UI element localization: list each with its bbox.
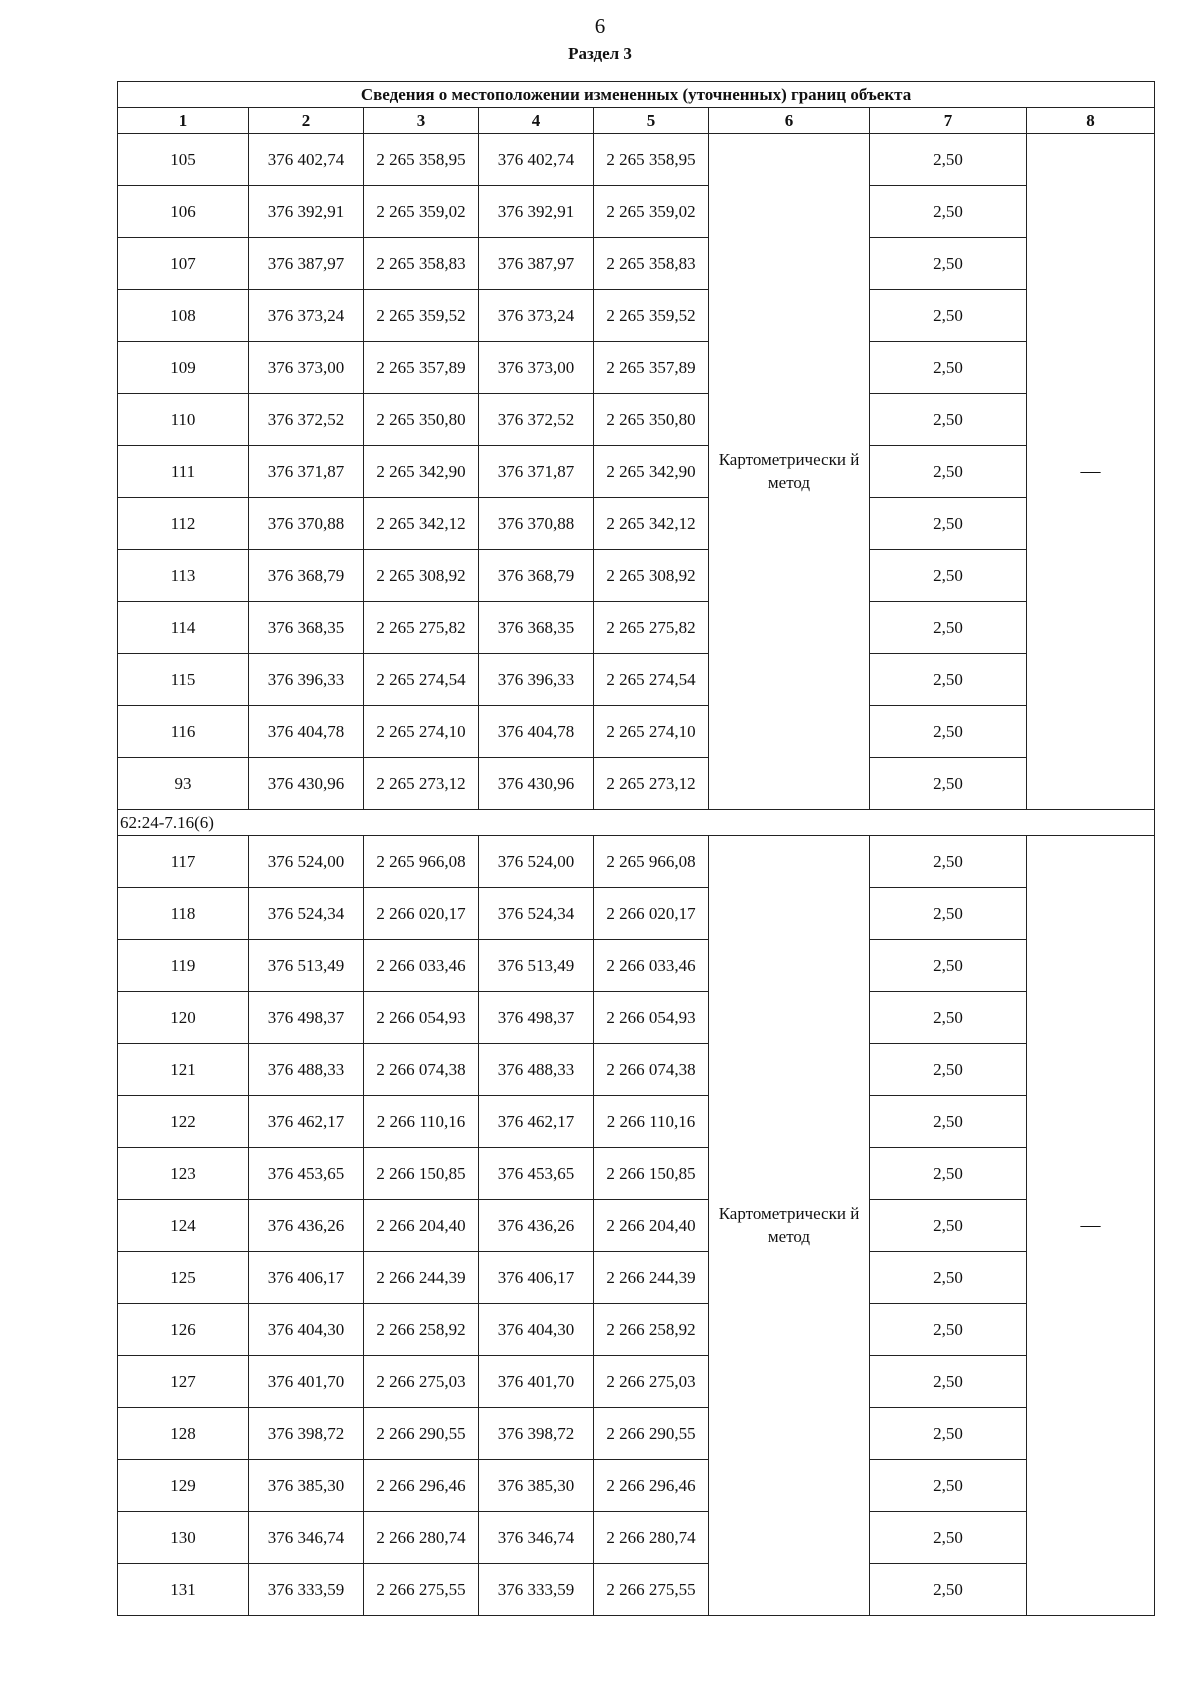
coordinate-x-cell: 376 488,33 <box>479 1044 594 1096</box>
table-row <box>118 394 1155 446</box>
coordinate-y-cell: 2 266 275,55 <box>364 1564 479 1616</box>
accuracy-cell: 2,50 <box>870 1044 1027 1096</box>
coordinate-y-cell: 2 265 358,83 <box>364 238 479 290</box>
column-number-row <box>118 108 1155 134</box>
point-number-cell: 111 <box>118 446 249 498</box>
coordinate-y-cell: 2 266 110,16 <box>594 1096 709 1148</box>
point-number-cell: 126 <box>118 1304 249 1356</box>
coordinate-y-cell: 2 265 350,80 <box>594 394 709 446</box>
coordinate-y-cell: 2 265 274,10 <box>364 706 479 758</box>
coordinate-y-cell: 2 266 296,46 <box>594 1460 709 1512</box>
coordinate-x-cell: 376 513,49 <box>479 940 594 992</box>
accuracy-cell: 2,50 <box>870 602 1027 654</box>
coordinate-x-cell: 376 524,00 <box>249 836 364 888</box>
coordinate-y-cell: 2 265 308,92 <box>594 550 709 602</box>
column-number: 2 <box>249 108 364 134</box>
accuracy-cell: 2,50 <box>870 1356 1027 1408</box>
point-number-cell: 127 <box>118 1356 249 1408</box>
coordinate-x-cell: 376 346,74 <box>479 1512 594 1564</box>
table-row <box>118 1304 1155 1356</box>
table-row <box>118 1356 1155 1408</box>
point-number-cell: 110 <box>118 394 249 446</box>
coordinate-x-cell: 376 368,79 <box>479 550 594 602</box>
coordinate-x-cell: 376 436,26 <box>479 1200 594 1252</box>
column-number: 5 <box>594 108 709 134</box>
coordinate-x-cell: 376 436,26 <box>249 1200 364 1252</box>
accuracy-cell: 2,50 <box>870 1512 1027 1564</box>
coordinate-y-cell: 2 265 966,08 <box>364 836 479 888</box>
point-number-cell: 114 <box>118 602 249 654</box>
coordinate-y-cell: 2 266 074,38 <box>364 1044 479 1096</box>
coordinate-y-cell: 2 265 359,02 <box>364 186 479 238</box>
accuracy-cell: 2,50 <box>870 1460 1027 1512</box>
column-number: 7 <box>870 108 1027 134</box>
point-number-cell: 123 <box>118 1148 249 1200</box>
accuracy-cell: 2,50 <box>870 1252 1027 1304</box>
coordinate-x-cell: 376 368,79 <box>249 550 364 602</box>
coordinate-x-cell: 376 398,72 <box>249 1408 364 1460</box>
table-row <box>118 342 1155 394</box>
coordinate-x-cell: 376 396,33 <box>249 654 364 706</box>
table-row <box>118 1200 1155 1252</box>
coordinate-y-cell: 2 266 054,93 <box>364 992 479 1044</box>
point-number-cell: 107 <box>118 238 249 290</box>
group-label: 62:24-7.16(6) <box>118 810 1155 836</box>
column-number: 4 <box>479 108 594 134</box>
coordinate-y-cell: 2 266 033,46 <box>594 940 709 992</box>
point-number-cell: 109 <box>118 342 249 394</box>
table-row <box>118 1564 1155 1616</box>
coordinate-y-cell: 2 265 359,02 <box>594 186 709 238</box>
table-row <box>118 1044 1155 1096</box>
coordinate-x-cell: 376 498,37 <box>479 992 594 1044</box>
column-number: 6 <box>709 108 870 134</box>
point-number-cell: 105 <box>118 134 249 186</box>
coordinate-y-cell: 2 266 033,46 <box>364 940 479 992</box>
accuracy-cell: 2,50 <box>870 1564 1027 1616</box>
coordinate-x-cell: 376 372,52 <box>479 394 594 446</box>
coordinate-x-cell: 376 513,49 <box>249 940 364 992</box>
table-row <box>118 550 1155 602</box>
point-number-cell: 118 <box>118 888 249 940</box>
accuracy-cell: 2,50 <box>870 992 1027 1044</box>
coordinate-x-cell: 376 488,33 <box>249 1044 364 1096</box>
accuracy-cell: 2,50 <box>870 1200 1027 1252</box>
column-number: 8 <box>1027 108 1155 134</box>
coordinate-x-cell: 376 373,00 <box>249 342 364 394</box>
coordinate-y-cell: 2 265 359,52 <box>594 290 709 342</box>
coordinate-y-cell: 2 265 274,10 <box>594 706 709 758</box>
table-row <box>118 186 1155 238</box>
table-row <box>118 654 1155 706</box>
coordinate-y-cell: 2 265 359,52 <box>364 290 479 342</box>
accuracy-cell: 2,50 <box>870 888 1027 940</box>
coordinate-x-cell: 376 404,30 <box>249 1304 364 1356</box>
accuracy-cell: 2,50 <box>870 1304 1027 1356</box>
coordinate-y-cell: 2 266 150,85 <box>594 1148 709 1200</box>
table-row <box>118 1460 1155 1512</box>
point-number-cell: 106 <box>118 186 249 238</box>
accuracy-cell: 2,50 <box>870 758 1027 810</box>
table-row <box>118 888 1155 940</box>
coordinate-x-cell: 376 524,00 <box>479 836 594 888</box>
table-row <box>118 238 1155 290</box>
point-number-cell: 93 <box>118 758 249 810</box>
coordinate-y-cell: 2 265 342,12 <box>364 498 479 550</box>
coordinate-x-cell: 376 404,78 <box>249 706 364 758</box>
point-number-cell: 115 <box>118 654 249 706</box>
coordinate-x-cell: 376 385,30 <box>249 1460 364 1512</box>
coordinate-y-cell: 2 265 274,54 <box>364 654 479 706</box>
point-number-cell: 117 <box>118 836 249 888</box>
point-number-cell: 125 <box>118 1252 249 1304</box>
coordinate-x-cell: 376 373,24 <box>249 290 364 342</box>
coordinate-y-cell: 2 266 204,40 <box>594 1200 709 1252</box>
coordinate-y-cell: 2 266 020,17 <box>364 888 479 940</box>
coordinate-y-cell: 2 265 274,54 <box>594 654 709 706</box>
point-number-cell: 122 <box>118 1096 249 1148</box>
accuracy-cell: 2,50 <box>870 706 1027 758</box>
accuracy-cell: 2,50 <box>870 550 1027 602</box>
coordinate-x-cell: 376 453,65 <box>249 1148 364 1200</box>
page-number: 6 <box>594 14 606 38</box>
coordinate-x-cell: 376 524,34 <box>249 888 364 940</box>
coordinate-y-cell: 2 265 358,95 <box>594 134 709 186</box>
coordinate-x-cell: 376 462,17 <box>249 1096 364 1148</box>
coordinate-y-cell: 2 265 350,80 <box>364 394 479 446</box>
point-number-cell: 108 <box>118 290 249 342</box>
coordinate-y-cell: 2 265 342,12 <box>594 498 709 550</box>
accuracy-cell: 2,50 <box>870 290 1027 342</box>
coordinate-x-cell: 376 401,70 <box>479 1356 594 1408</box>
table-row <box>118 290 1155 342</box>
column-number: 3 <box>364 108 479 134</box>
coordinate-y-cell: 2 266 275,55 <box>594 1564 709 1616</box>
coordinate-y-cell: 2 266 150,85 <box>364 1148 479 1200</box>
table-row <box>118 706 1155 758</box>
coordinate-x-cell: 376 398,72 <box>479 1408 594 1460</box>
table-row <box>118 1148 1155 1200</box>
coordinates-table <box>117 81 1155 1616</box>
table-row <box>118 992 1155 1044</box>
coordinate-x-cell: 376 404,30 <box>479 1304 594 1356</box>
coordinate-x-cell: 376 368,35 <box>479 602 594 654</box>
coordinate-y-cell: 2 266 020,17 <box>594 888 709 940</box>
coordinate-x-cell: 376 524,34 <box>479 888 594 940</box>
coordinate-y-cell: 2 266 290,55 <box>364 1408 479 1460</box>
table-row <box>118 446 1155 498</box>
coordinate-x-cell: 376 387,97 <box>249 238 364 290</box>
accuracy-cell: 2,50 <box>870 134 1027 186</box>
coordinate-y-cell: 2 266 074,38 <box>594 1044 709 1096</box>
table-row <box>118 940 1155 992</box>
table-row <box>118 134 1155 186</box>
accuracy-cell: 2,50 <box>870 238 1027 290</box>
accuracy-cell: 2,50 <box>870 940 1027 992</box>
coordinate-x-cell: 376 406,17 <box>479 1252 594 1304</box>
coordinate-x-cell: 376 498,37 <box>249 992 364 1044</box>
table-row <box>118 758 1155 810</box>
coordinate-y-cell: 2 265 275,82 <box>594 602 709 654</box>
accuracy-cell: 2,50 <box>870 654 1027 706</box>
coordinate-x-cell: 376 371,87 <box>479 446 594 498</box>
coordinate-x-cell: 376 370,88 <box>249 498 364 550</box>
coordinate-x-cell: 376 372,52 <box>249 394 364 446</box>
coordinate-y-cell: 2 266 204,40 <box>364 1200 479 1252</box>
coordinate-x-cell: 376 370,88 <box>479 498 594 550</box>
point-number-cell: 120 <box>118 992 249 1044</box>
coordinate-y-cell: 2 265 966,08 <box>594 836 709 888</box>
coordinate-x-cell: 376 396,33 <box>479 654 594 706</box>
coordinate-x-cell: 376 373,24 <box>479 290 594 342</box>
point-number-cell: 124 <box>118 1200 249 1252</box>
coordinate-y-cell: 2 265 275,82 <box>364 602 479 654</box>
coordinate-y-cell: 2 265 358,83 <box>594 238 709 290</box>
coordinate-x-cell: 376 371,87 <box>249 446 364 498</box>
coordinate-x-cell: 376 392,91 <box>249 186 364 238</box>
coordinate-y-cell: 2 266 275,03 <box>364 1356 479 1408</box>
coordinate-x-cell: 376 392,91 <box>479 186 594 238</box>
accuracy-cell: 2,50 <box>870 498 1027 550</box>
coordinate-x-cell: 376 387,97 <box>479 238 594 290</box>
method-cell: Картометрически й метод <box>709 836 870 1616</box>
point-number-cell: 129 <box>118 1460 249 1512</box>
point-number-cell: 128 <box>118 1408 249 1460</box>
point-number-cell: 119 <box>118 940 249 992</box>
coordinate-x-cell: 376 402,74 <box>479 134 594 186</box>
group-label-row <box>118 810 1155 836</box>
accuracy-cell: 2,50 <box>870 186 1027 238</box>
coordinate-y-cell: 2 265 357,89 <box>364 342 479 394</box>
point-number-cell: 113 <box>118 550 249 602</box>
coordinate-y-cell: 2 266 275,03 <box>594 1356 709 1408</box>
coordinate-x-cell: 376 333,59 <box>479 1564 594 1616</box>
coordinate-x-cell: 376 385,30 <box>479 1460 594 1512</box>
section-title: Раздел 3 <box>568 44 632 63</box>
coordinate-x-cell: 376 402,74 <box>249 134 364 186</box>
table-row <box>118 1408 1155 1460</box>
coordinate-x-cell: 376 406,17 <box>249 1252 364 1304</box>
accuracy-cell: 2,50 <box>870 836 1027 888</box>
coordinate-y-cell: 2 265 273,12 <box>364 758 479 810</box>
coordinate-x-cell: 376 404,78 <box>479 706 594 758</box>
coordinate-y-cell: 2 266 258,92 <box>594 1304 709 1356</box>
coordinate-y-cell: 2 266 280,74 <box>364 1512 479 1564</box>
point-number-cell: 116 <box>118 706 249 758</box>
table-row <box>118 1252 1155 1304</box>
accuracy-cell: 2,50 <box>870 446 1027 498</box>
coordinate-y-cell: 2 265 342,90 <box>364 446 479 498</box>
coordinate-y-cell: 2 266 244,39 <box>364 1252 479 1304</box>
coordinate-y-cell: 2 266 290,55 <box>594 1408 709 1460</box>
table-row <box>118 1512 1155 1564</box>
accuracy-cell: 2,50 <box>870 1408 1027 1460</box>
column-8-cell: — <box>1027 134 1155 810</box>
method-cell: Картометрически й метод <box>709 134 870 810</box>
coordinate-y-cell: 2 266 258,92 <box>364 1304 479 1356</box>
table-row <box>118 602 1155 654</box>
accuracy-cell: 2,50 <box>870 394 1027 446</box>
point-number-cell: 112 <box>118 498 249 550</box>
table-row <box>118 1096 1155 1148</box>
coordinate-y-cell: 2 265 358,95 <box>364 134 479 186</box>
accuracy-cell: 2,50 <box>870 1148 1027 1200</box>
accuracy-cell: 2,50 <box>870 1096 1027 1148</box>
coordinate-x-cell: 376 333,59 <box>249 1564 364 1616</box>
coordinate-y-cell: 2 265 273,12 <box>594 758 709 810</box>
column-8-cell: — <box>1027 836 1155 1616</box>
coordinate-y-cell: 2 266 244,39 <box>594 1252 709 1304</box>
column-number: 1 <box>118 108 249 134</box>
table-row <box>118 836 1155 888</box>
table-caption-row <box>118 82 1155 108</box>
coordinate-y-cell: 2 266 054,93 <box>594 992 709 1044</box>
coordinate-y-cell: 2 266 296,46 <box>364 1460 479 1512</box>
accuracy-cell: 2,50 <box>870 342 1027 394</box>
coordinate-x-cell: 376 346,74 <box>249 1512 364 1564</box>
coordinate-y-cell: 2 265 357,89 <box>594 342 709 394</box>
point-number-cell: 130 <box>118 1512 249 1564</box>
coordinate-y-cell: 2 265 342,90 <box>594 446 709 498</box>
coordinate-x-cell: 376 373,00 <box>479 342 594 394</box>
coordinate-x-cell: 376 453,65 <box>479 1148 594 1200</box>
point-number-cell: 131 <box>118 1564 249 1616</box>
coordinate-x-cell: 376 368,35 <box>249 602 364 654</box>
coordinate-y-cell: 2 266 110,16 <box>364 1096 479 1148</box>
table-row <box>118 498 1155 550</box>
coordinate-y-cell: 2 265 308,92 <box>364 550 479 602</box>
coordinate-x-cell: 376 401,70 <box>249 1356 364 1408</box>
point-number-cell: 121 <box>118 1044 249 1096</box>
coordinate-x-cell: 376 430,96 <box>479 758 594 810</box>
coordinate-y-cell: 2 266 280,74 <box>594 1512 709 1564</box>
table-body <box>118 82 1155 1616</box>
coordinate-x-cell: 376 462,17 <box>479 1096 594 1148</box>
table-caption: Сведения о местоположении измененных (уточненных) границ объекта <box>118 82 1155 108</box>
coordinate-x-cell: 376 430,96 <box>249 758 364 810</box>
